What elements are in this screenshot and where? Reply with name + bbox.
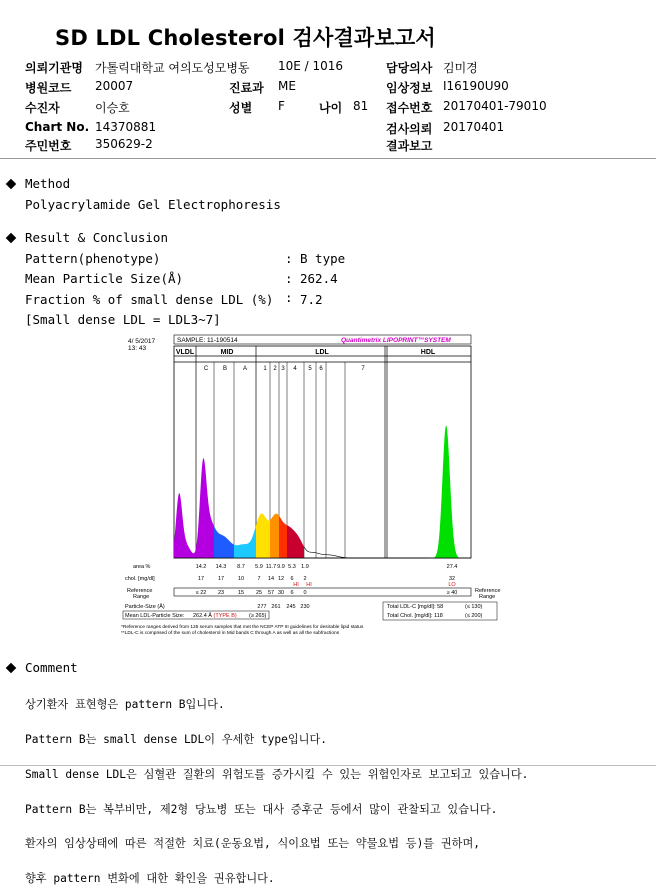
header-divider <box>0 158 656 159</box>
lp-sub-label: 5 <box>308 366 312 372</box>
sdldl-note: [Small dense LDL = LDL3~7] <box>25 312 221 327</box>
lp-area-value: 9.9 <box>277 564 285 570</box>
lp-date: 4/ 5/2017 <box>128 338 156 345</box>
lp-time: 13: 43 <box>128 345 147 352</box>
diamond-bullet-icon <box>6 663 17 674</box>
lp-sub-label: A <box>242 366 248 372</box>
lp-row-label: Range <box>479 594 496 600</box>
institution-value: 가톨릭대학교 여의도성모병동 <box>95 61 250 75</box>
lp-row-label: area % <box>133 564 151 570</box>
lp-chol-value: 17 <box>197 576 205 582</box>
lp-chol-value: 32 <box>448 576 456 582</box>
ward-value: 10E / 1016 <box>278 59 344 73</box>
lp-sub-label: 4 <box>293 366 297 372</box>
lp-total-chol-ref: (≤ 200) <box>465 613 483 619</box>
pattern-label: Pattern(phenotype) <box>25 251 161 266</box>
lipoprint-graph <box>119 332 499 644</box>
sex-label: 성별 <box>229 101 253 115</box>
fraction-value: 7.2 <box>300 292 323 307</box>
lp-sample: SAMPLE: 11-190514 <box>177 337 238 344</box>
lp-area-value: 1.9 <box>301 564 309 570</box>
comment-line: 환자의 임상상태에 따른 적절한 치료(운동요법, 식이요법 또는 약물요법 등)를 권하며, <box>25 837 481 851</box>
report-date-label: 결과보고 <box>386 139 433 153</box>
comment-line: Pattern B는 small dense LDL이 우세한 type입니다. <box>25 732 327 746</box>
comment-line: Small dense LDL은 심혈관 질환의 위험도를 증가시킬 수 있는 위험인자로 보고되고 있습니다. <box>25 767 529 781</box>
lp-footnote: *Reference ranges derived from 125 serum samples that met the NCEP ATP III guidelines for desirable lipid status <box>121 625 364 630</box>
lp-chol-value: 7 <box>257 576 261 582</box>
lp-ref-value: ≤ 22 <box>195 590 207 596</box>
receipt-value: 20170401-79010 <box>443 99 547 113</box>
lp-sub-label: 3 <box>281 366 285 372</box>
chart-no-value: 14370881 <box>95 120 157 134</box>
lp-sub-label: 6 <box>319 366 323 372</box>
lp-area-value: 14.2 <box>195 564 207 570</box>
lp-chol-value: 2 <box>303 576 307 582</box>
hospital-code-value: 20007 <box>95 79 134 93</box>
lp-chol-value: 17 <box>217 576 225 582</box>
report-title: SD LDL Cholesterol 검사결과보고서 <box>55 26 436 50</box>
size-label: Mean Particle Size(Å) <box>25 271 184 286</box>
lp-chol-value: 14 <box>267 576 275 582</box>
clinical-info-value: I16190U90 <box>443 79 509 93</box>
lp-row-label: Reference <box>475 588 501 594</box>
age-value: 81 <box>353 99 369 113</box>
clinical-info-label: 임상정보 <box>386 81 433 95</box>
lp-band-area <box>256 513 270 558</box>
lp-ref-value: 25 <box>255 590 263 596</box>
lp-ref-value: 23 <box>217 590 225 596</box>
lp-band-label: HDL <box>420 349 436 356</box>
lp-ref-value: 6 <box>290 590 294 596</box>
lp-particle-value: 230 <box>300 604 310 610</box>
lipoprint-report <box>119 332 499 644</box>
lp-flag: LO <box>448 582 456 588</box>
lp-brand: Quantimetrix LIPOPRINT™SYSTEM <box>341 337 451 344</box>
department-label: 진료과 <box>229 81 264 95</box>
method-text: Polyacrylamide Gel Electrophoresis <box>25 197 281 212</box>
department-value: ME <box>278 79 296 93</box>
lp-row-label: Particle-Size (Å) <box>125 604 165 610</box>
pattern-value: B type <box>300 251 346 266</box>
doctor-value: 김미경 <box>443 61 478 75</box>
doctor-label: 담당의사 <box>386 61 433 75</box>
lp-band-label: MID <box>220 349 234 356</box>
institution-label: 의뢰기관명 <box>25 61 83 75</box>
lp-area-value: 8.7 <box>237 564 245 570</box>
lp-particle-value: 277 <box>257 604 267 610</box>
lp-flag: HI <box>306 582 312 588</box>
lp-particle-value: 261 <box>271 604 281 610</box>
lp-area-value: 27.4 <box>446 564 458 570</box>
chart-no-label: Chart No. <box>25 120 90 134</box>
lp-ref-value: 0 <box>303 590 307 596</box>
lp-sub-label: 7 <box>361 366 365 372</box>
diamond-bullet-icon <box>6 179 17 190</box>
lp-mean-size-ref: (≥ 265) <box>249 613 267 619</box>
size-colon: : <box>285 271 293 286</box>
diamond-bullet-icon <box>6 233 17 244</box>
rrn-label: 주민번호 <box>25 139 72 153</box>
comment-line: 향후 pattern 변화에 대한 확인을 권유합니다. <box>25 872 275 886</box>
age-label: 나이 <box>319 101 343 115</box>
lp-area-value: 5.3 <box>288 564 296 570</box>
lp-area-value: 5.9 <box>255 564 263 570</box>
fraction-colon: : <box>285 290 293 305</box>
lp-sub-label: C <box>203 366 209 372</box>
comment-line: 상기환자 표현형은 pattern B입니다. <box>25 698 225 712</box>
request-date-label: 검사의뢰 <box>386 122 433 136</box>
lp-row-label: Reference <box>127 588 153 594</box>
comment-body <box>25 676 528 896</box>
method-heading: Method <box>6 176 70 191</box>
hospital-code-label: 병원코드 <box>25 81 72 95</box>
fraction-label: Fraction % of small dense LDL (%) <box>25 292 274 307</box>
lp-chol-value: 6 <box>290 576 294 582</box>
lp-sub-label: 1 <box>263 366 267 372</box>
request-date-value: 20170401 <box>443 120 505 134</box>
lp-chol-value: 10 <box>237 576 245 582</box>
lp-row-label: chol. [mg/dl] <box>125 576 155 582</box>
result-heading: Result & Conclusion <box>6 230 168 245</box>
patient-value: 이승호 <box>95 101 130 115</box>
lp-ref-value: 15 <box>237 590 245 596</box>
sex-value: F <box>278 99 285 113</box>
lp-mean-size: 262.4 Å (TYPE B) <box>193 613 237 619</box>
lp-band-label: LDL <box>315 349 329 356</box>
lp-ref-value: 57 <box>267 590 275 596</box>
lp-row-label: Mean LDL-Particle Size: <box>125 613 185 619</box>
lp-band-area <box>270 514 279 558</box>
receipt-label: 접수번호 <box>386 101 433 115</box>
lp-area-value: 14.3 <box>215 564 227 570</box>
lp-row-label: Range <box>133 594 150 600</box>
lp-area-value: 11.7 <box>265 564 277 570</box>
lp-total-chol: Total Chol. [mg/dl]: 118 <box>387 613 443 619</box>
lp-footnote: **LDL-C is comprised of the sum of cholesterol in Mid bands C through A as well as all the subfractions <box>121 631 340 636</box>
lp-sub-label: 2 <box>273 366 277 372</box>
lp-particle-value: 245 <box>286 604 296 610</box>
lp-flag: HI <box>293 582 299 588</box>
bottom-divider <box>0 765 656 766</box>
lp-band-label: VLDL <box>175 349 195 356</box>
lp-total-ldlc: Total LDL-C [mg/dl]: 58 <box>387 604 444 610</box>
size-value: 262.4 <box>300 271 338 286</box>
pattern-colon: : <box>285 251 293 266</box>
comment-line: Pattern B는 복부비만, 제2형 당뇨병 또는 대사 증후군 등에서 많이 관찰되고 있습니다. <box>25 802 498 816</box>
lp-ref-value: ≥ 40 <box>446 590 458 596</box>
rrn-value: 350629-2 <box>95 137 153 151</box>
lp-total-ldlc-ref: (≤ 130) <box>465 604 483 610</box>
lp-ref-value: 30 <box>277 590 285 596</box>
patient-label: 수진자 <box>25 101 60 115</box>
lp-chol-value: 12 <box>277 576 285 582</box>
comment-heading: Comment <box>6 660 78 675</box>
lp-sub-label: B <box>222 366 228 372</box>
